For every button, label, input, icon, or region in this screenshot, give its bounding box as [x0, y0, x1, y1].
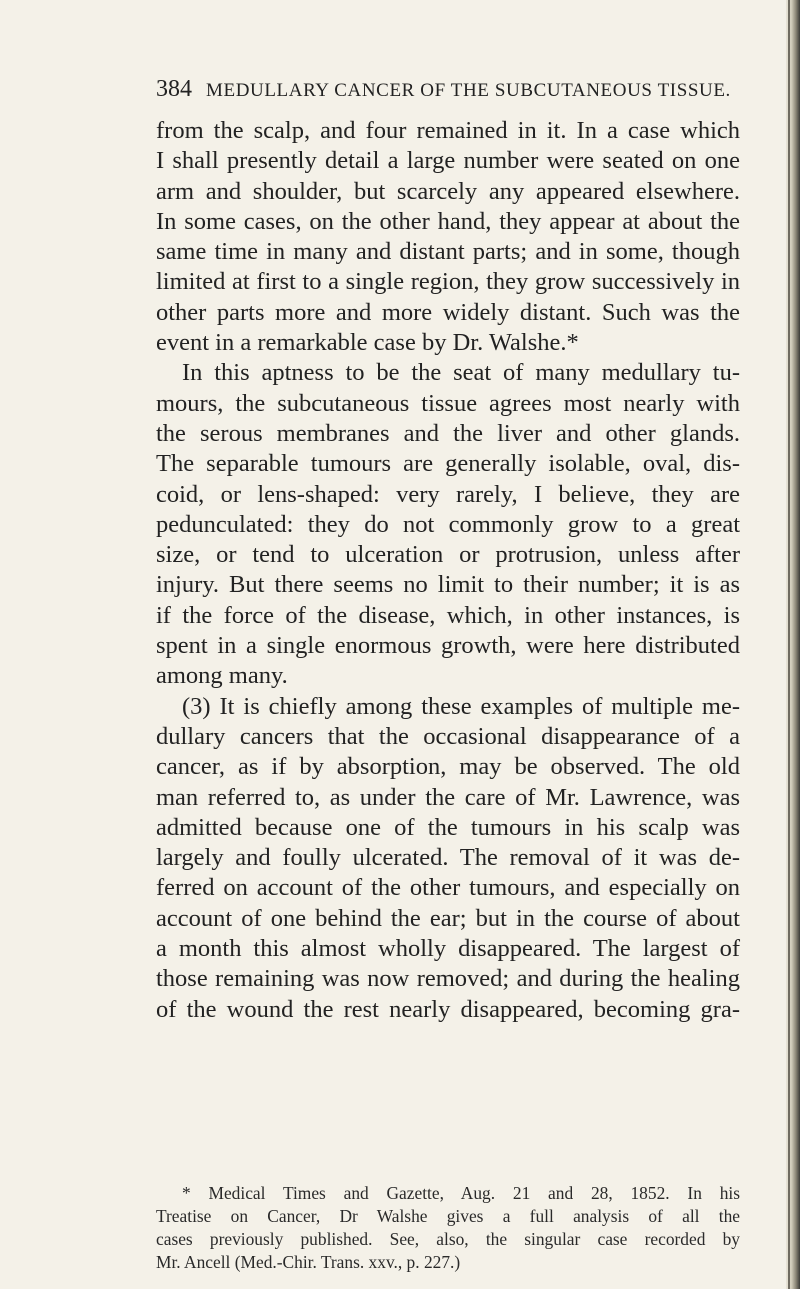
text-line: (3) It is chiefly among these examples of multiple me-	[182, 692, 740, 720]
text-line: admitted because one of the tumours in his scalp was	[156, 813, 740, 841]
text-line: spent in a single enormous growth, were here distributed	[156, 632, 740, 660]
text-line: man referred to, as under the care of Mr. Lawrence, was	[156, 783, 740, 811]
text-line: largely and foully ulcerated. The removal of it was de-	[156, 844, 740, 872]
text-line: dullary cancers that the occasional disappearance of a	[156, 722, 740, 750]
text-line: The separable tumours are generally isolable, oval, dis-	[156, 450, 740, 478]
running-title: MEDULLARY CANCER OF THE SUBCUTANEOUS TISSUE.	[206, 80, 731, 101]
footnote-line: Mr. Ancell (Med.-Chir. Trans. xxv., p. 227.)	[156, 1252, 461, 1272]
running-header	[156, 76, 731, 103]
text-line: those remaining was now removed; and during the healing	[156, 965, 740, 993]
text-line: among many.	[156, 662, 288, 690]
footnote-line: Treatise on Cancer, Dr Walshe gives a full analysis of all the	[156, 1206, 740, 1226]
text-line: other parts more and more widely distant. Such was the	[156, 298, 740, 326]
text-line: if the force of the disease, which, in other instances, is	[156, 601, 740, 629]
text-line: I shall presently detail a large number were seated on one	[156, 147, 740, 175]
text-line: the serous membranes and the liver and other glands.	[156, 419, 740, 447]
text-line: pedunculated: they do not commonly grow to a great	[156, 510, 740, 538]
footnote-line: cases previously published. See, also, the singular case recorded by	[156, 1229, 740, 1249]
text-line: event in a remarkable case by Dr. Walshe.*	[156, 329, 579, 357]
text-line: size, or tend to ulceration or protrusion, unless after	[156, 541, 740, 569]
text-line: ferred on account of the other tumours, and especially on	[156, 874, 740, 902]
page-edge-line	[788, 0, 790, 1289]
text-line: same time in many and distant parts; and in some, though	[156, 238, 740, 266]
text-line: a month this almost wholly disappeared. The largest of	[156, 935, 740, 963]
text-line: from the scalp, and four remained in it. In a case which	[156, 117, 740, 144]
text-line: account of one behind the ear; but in the course of about	[156, 904, 740, 932]
text-line: In some cases, on the other hand, they appear at about the	[156, 207, 740, 235]
footnote-line: * Medical Times and Gazette, Aug. 21 and 28, 1852. In his	[182, 1183, 740, 1203]
text-line: coid, or lens-shaped: very rarely, I believe, they are	[156, 480, 740, 508]
footnote	[156, 1182, 740, 1274]
text-line: of the wound the rest nearly disappeared, becoming gra-	[156, 995, 740, 1023]
text-line: injury. But there seems no limit to their number; it is as	[156, 571, 740, 599]
text-line: arm and shoulder, but scarcely any appeared elsewhere.	[156, 177, 740, 205]
text-line: limited at first to a single region, they grow successively in	[156, 268, 740, 296]
text-line: cancer, as if by absorption, may be observed. The old	[156, 753, 740, 781]
text-line: In this aptness to be the seat of many medullary tu-	[182, 359, 740, 387]
body-text	[156, 116, 740, 1025]
text-line: mours, the subcutaneous tissue agrees most nearly with	[156, 389, 740, 417]
page-number: 384	[156, 76, 192, 102]
